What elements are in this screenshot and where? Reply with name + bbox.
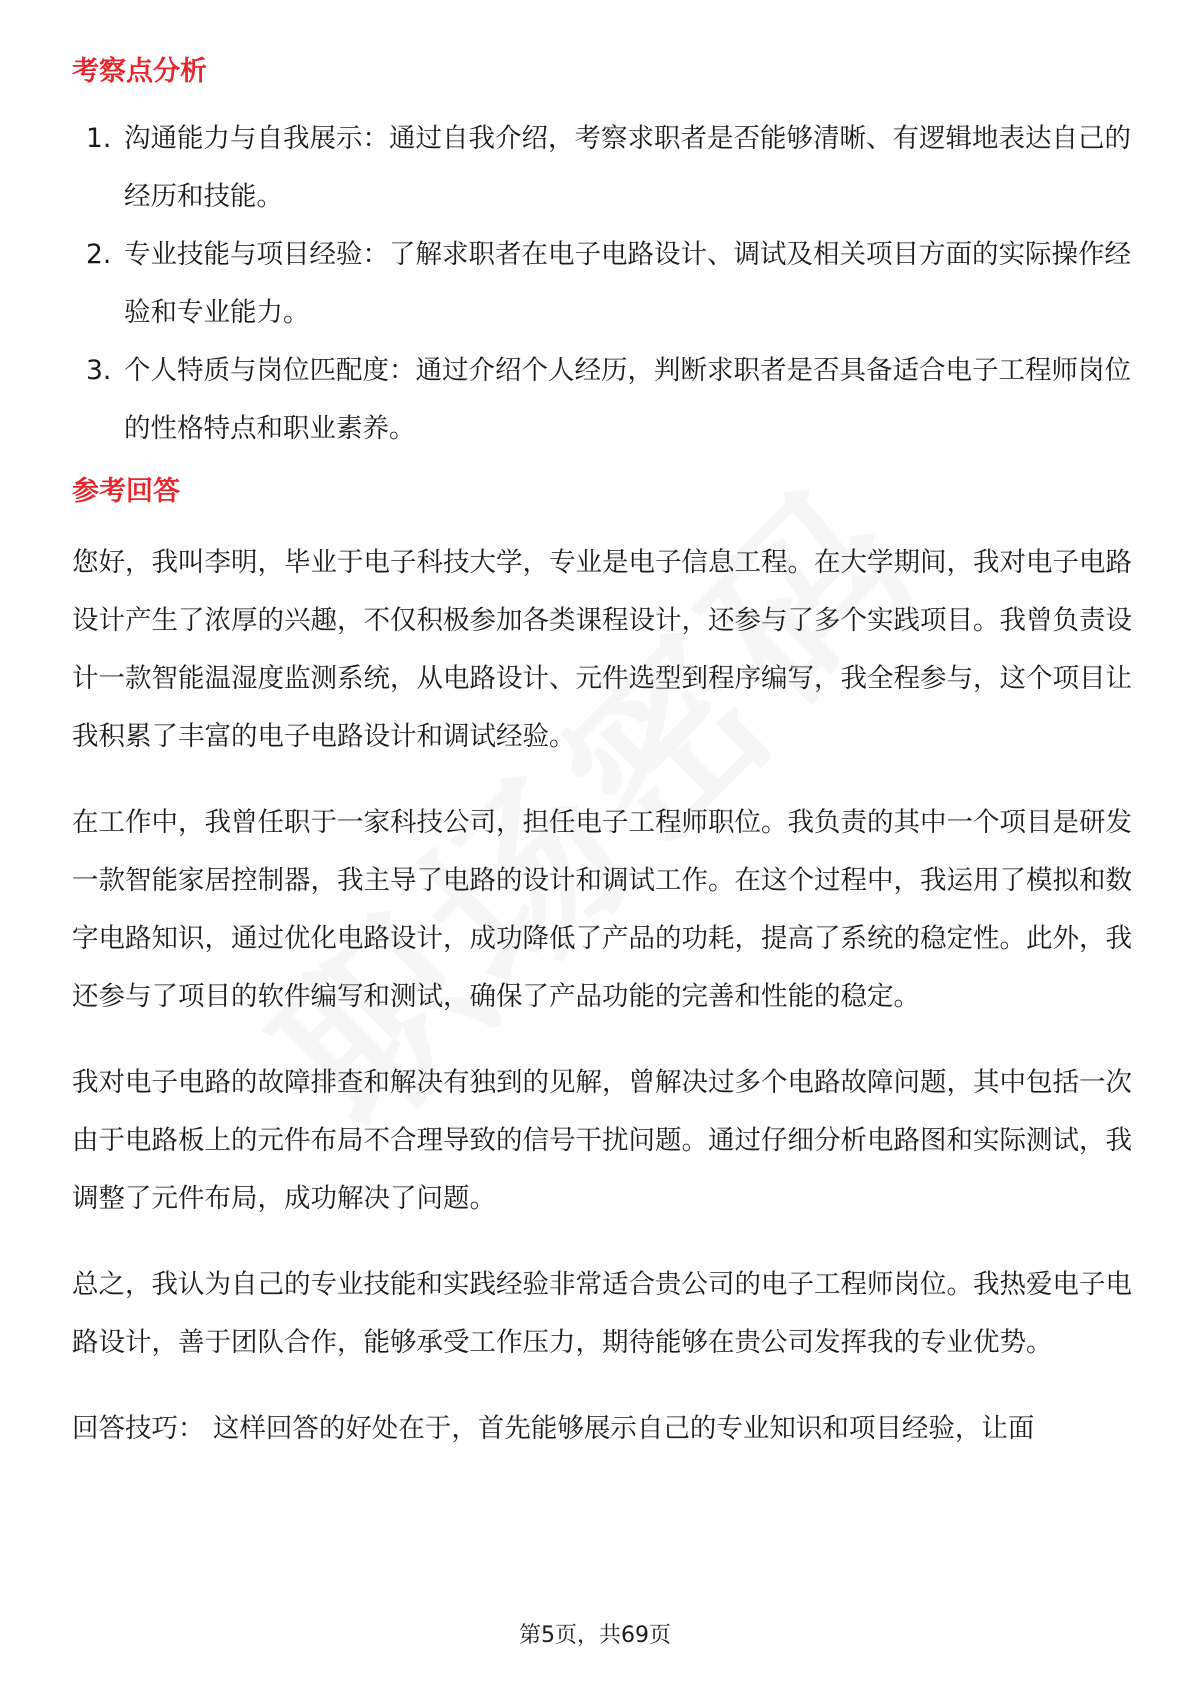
answer-paragraph: 总之，我认为自己的专业技能和实践经验非常适合贵公司的电子工程师岗位。我热爱电子电路设计，善于团队合作，能够承受工作压力，期待能够在贵公司发挥我的专业优势。: [72, 1269, 1132, 1358]
analysis-list: [72, 110, 1132, 458]
list-item-text: 个人特质与岗位匹配度：通过介绍个人经历，判断求职者是否具备适合电子工程师岗位的性格特点和职业素养。: [124, 355, 1131, 444]
list-item-text: 专业技能与项目经验：了解求职者在电子电路设计、调试及相关项目方面的实际操作经验和专业能力。: [124, 239, 1131, 328]
list-item: [72, 226, 1132, 342]
list-item: [72, 110, 1132, 226]
answer-paragraph: 您好，我叫李明，毕业于电子科技大学，专业是电子信息工程。在大学期间，我对电子电路设计产生了浓厚的兴趣，不仅积极参加各类课程设计，还参与了多个实践项目。我曾负责设计一款智能温湿度监测系统，从电路设计、元件选型到程序编写，我全程参与，这个项目让我积累了丰富的电子电路设计和调试经验。: [72, 547, 1132, 752]
answer-heading: 参考回答: [72, 476, 180, 507]
answer-paragraph: 在工作中，我曾任职于一家科技公司，担任电子工程师职位。我负责的其中一个项目是研发一款智能家居控制器，我主导了电路的设计和调试工作。在这个过程中，我运用了模拟和数字电路知识，通过优化电路设计，成功降低了产品的功耗，提高了系统的稳定性。此外，我还参与了项目的软件编写和测试，确保了产品功能的完善和性能的稳定。: [72, 807, 1132, 1012]
list-item: [72, 342, 1132, 458]
answer-paragraph: 我对电子电路的故障排查和解决有独到的见解，曾解决过多个电路故障问题，其中包括一次由于电路板上的元件布局不合理导致的信号干扰问题。通过仔细分析电路图和实际测试，我调整了元件布局，成功解决了问题。: [72, 1067, 1132, 1214]
list-item-text: 沟通能力与自我展示：通过自我介绍，考察求职者是否能够清晰、有逻辑地表达自己的经历和技能。: [124, 123, 1131, 212]
list-item-number: 1.: [86, 123, 112, 154]
analysis-heading: 考察点分析: [72, 56, 207, 87]
answer-body: [72, 534, 1132, 1458]
page-number: 第5页，共69页: [519, 1623, 671, 1648]
list-item-number: 2.: [86, 239, 112, 270]
list-item-number: 3.: [86, 355, 112, 386]
answer-tips-paragraph: 回答技巧： 这样回答的好处在于，首先能够展示自己的专业知识和项目经验，让面: [72, 1413, 1035, 1444]
page-content: [72, 44, 1132, 1458]
answer-section: [72, 464, 1132, 1458]
